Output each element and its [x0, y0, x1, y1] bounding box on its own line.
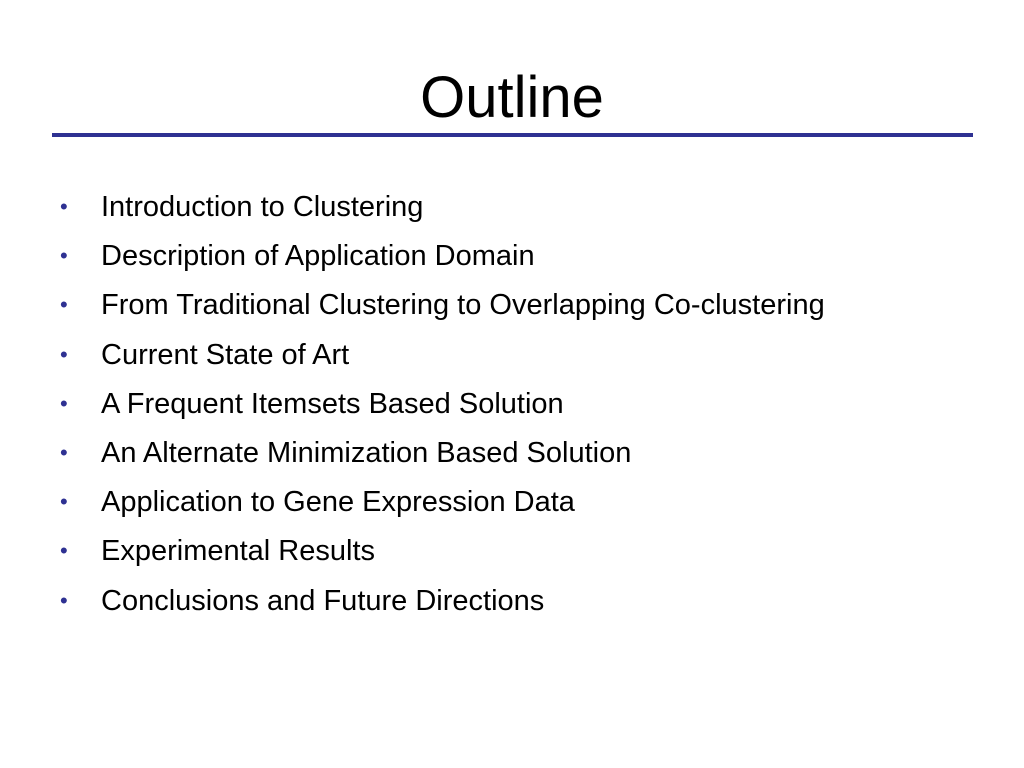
list-item	[58, 477, 998, 526]
list-item-text: An Alternate Minimization Based Solution	[101, 436, 632, 469]
bullet-icon: •	[60, 489, 68, 515]
list-item-text: Introduction to Clustering	[101, 191, 424, 223]
list-item-text: Current State of Art	[101, 338, 350, 371]
list-item	[58, 280, 998, 329]
list-item	[58, 379, 998, 428]
bullet-icon: •	[60, 194, 68, 219]
list-item	[58, 231, 998, 280]
bullet-icon: •	[60, 243, 68, 269]
title-divider	[52, 133, 973, 137]
list-item-text: Application to Gene Expression Data	[101, 486, 575, 519]
bullet-icon: •	[60, 587, 68, 613]
list-item-text: Conclusions and Future Directions	[101, 584, 545, 617]
bullet-icon: •	[60, 538, 68, 564]
list-item	[58, 330, 998, 379]
list-item-text: Description of Application Domain	[101, 240, 535, 273]
list-item-text: Experimental Results	[101, 535, 375, 568]
bullet-icon: •	[60, 439, 68, 465]
list-item	[58, 526, 998, 575]
bullet-icon: •	[60, 292, 68, 318]
list-item	[58, 428, 998, 477]
list-item-text: From Traditional Clustering to Overlapping Co-clustering	[101, 289, 825, 322]
bullet-list	[58, 182, 998, 625]
list-item	[58, 182, 998, 231]
list-item	[58, 576, 998, 625]
slide-title: Outline	[420, 65, 604, 130]
bullet-icon: •	[60, 390, 68, 416]
bullet-icon: •	[60, 341, 68, 367]
list-item-text: A Frequent Itemsets Based Solution	[101, 387, 564, 420]
